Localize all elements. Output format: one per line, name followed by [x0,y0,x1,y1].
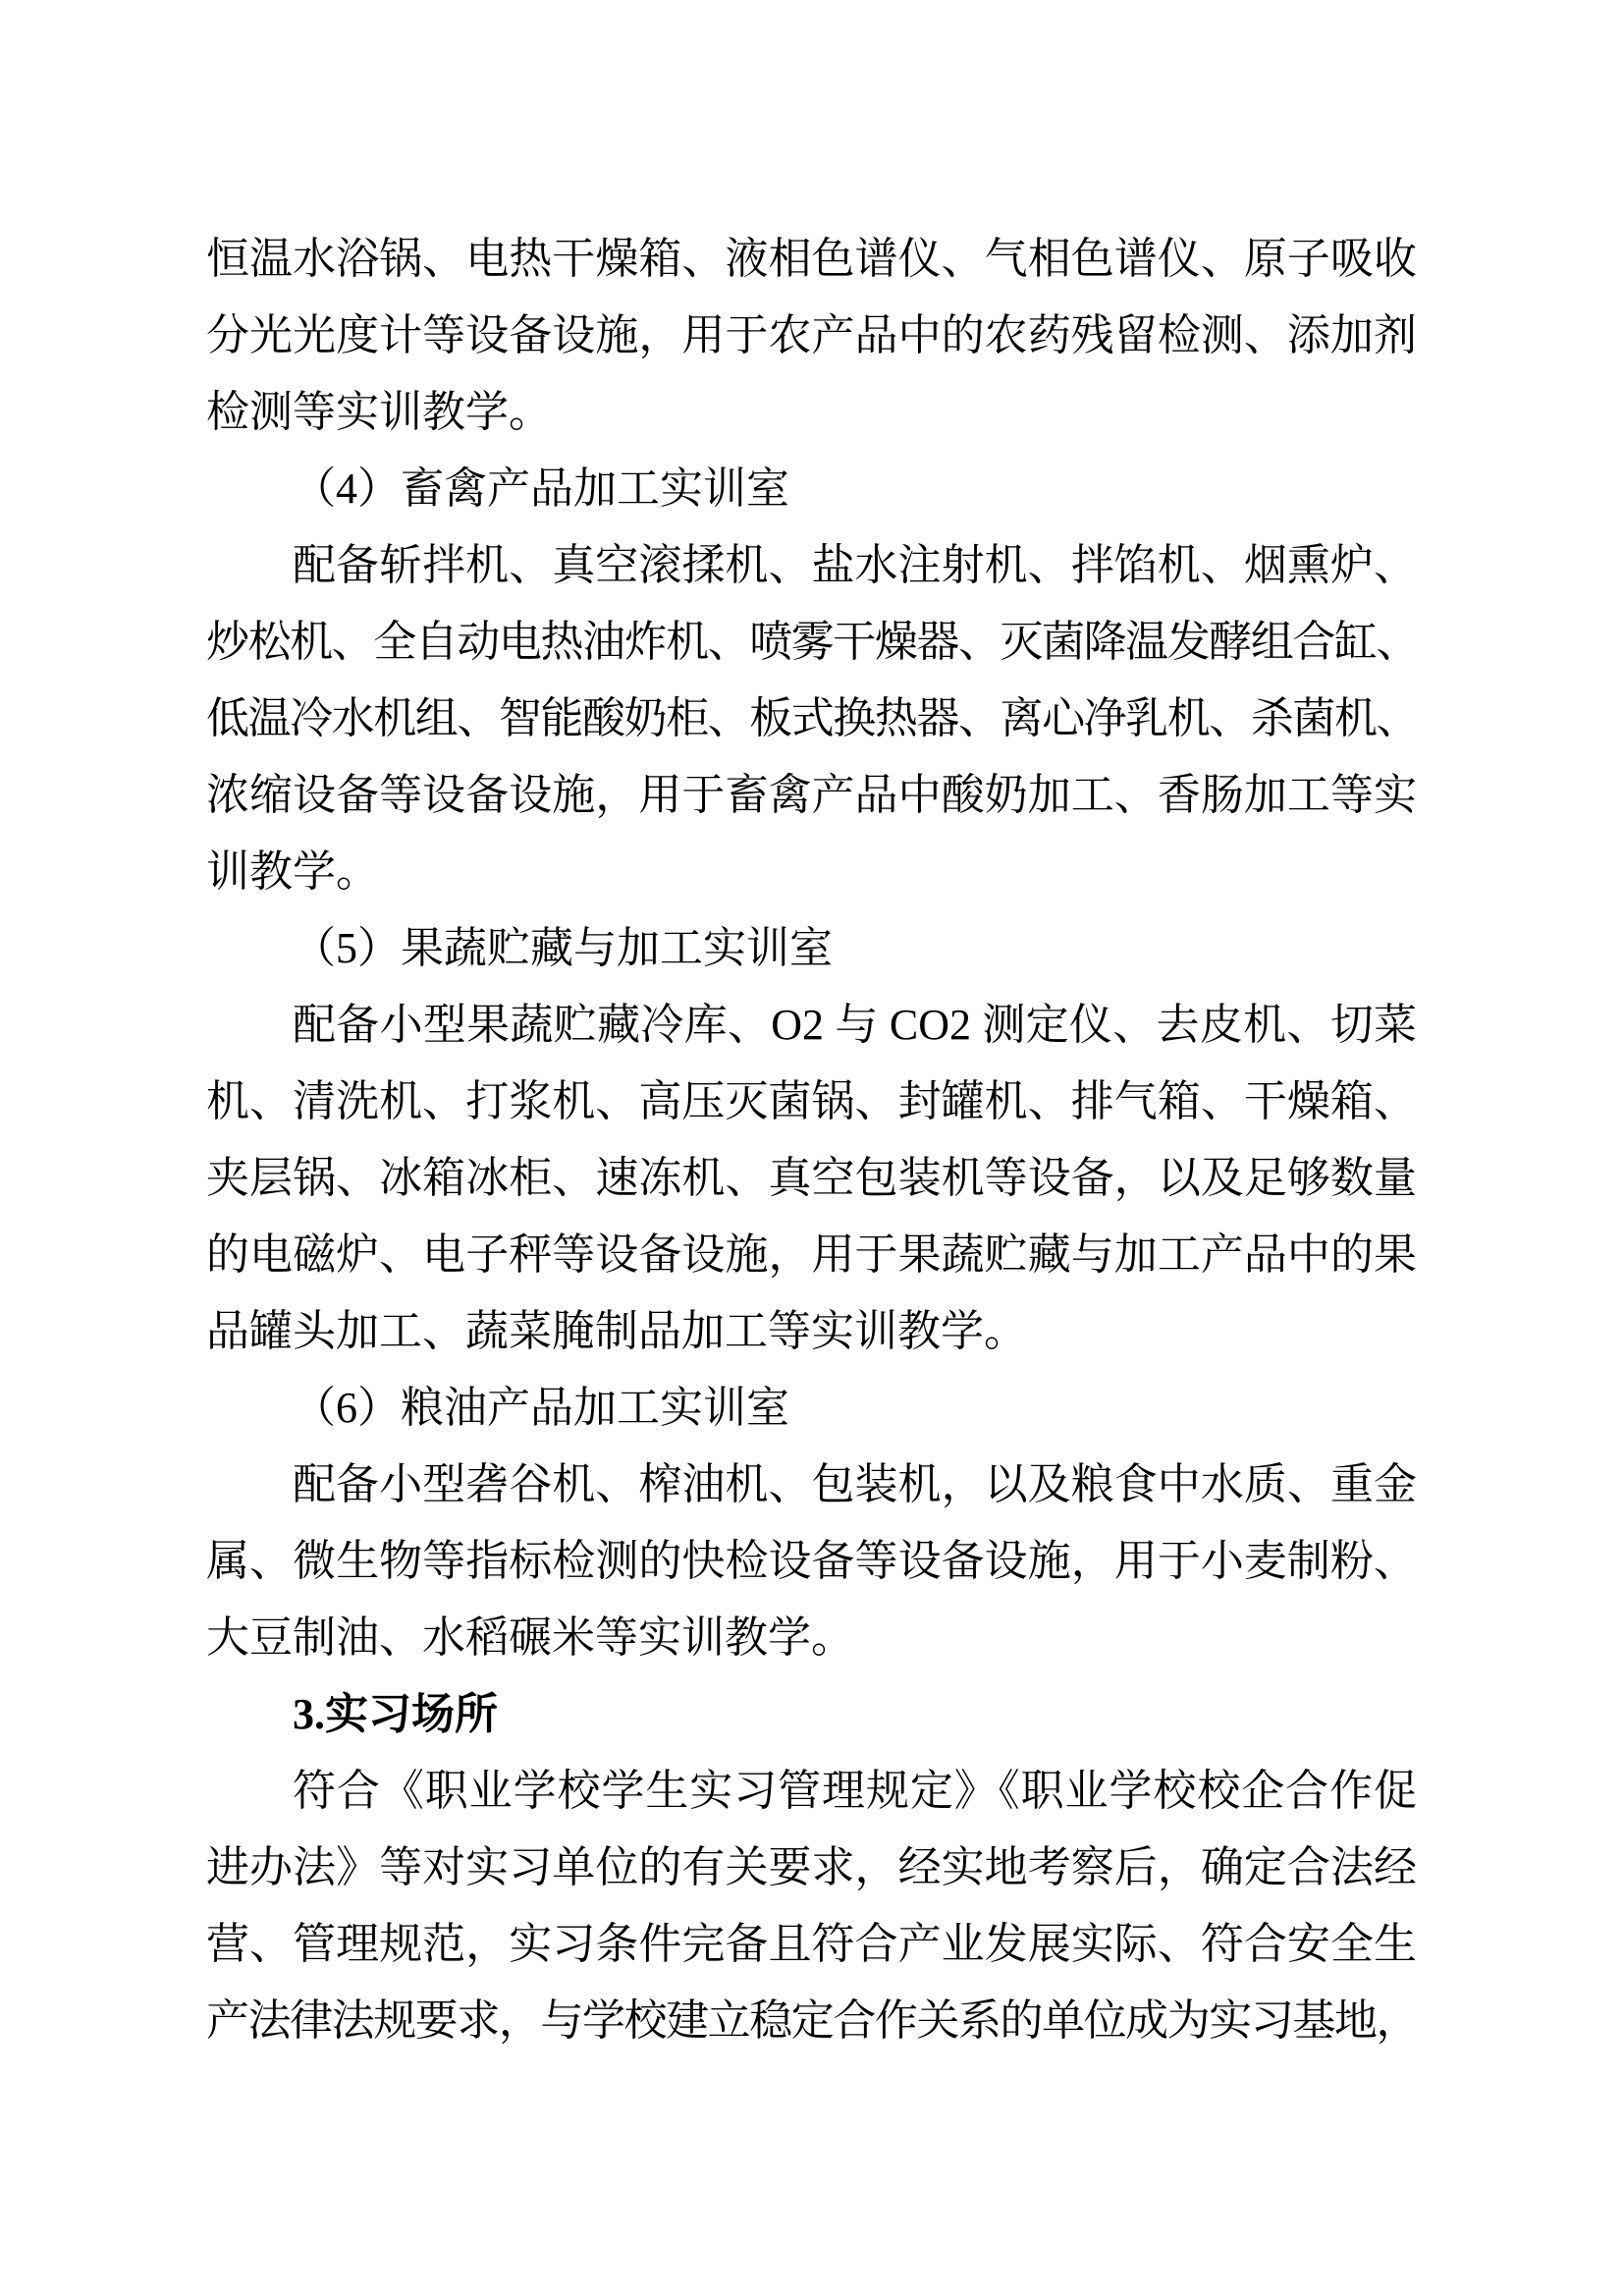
text-line: 符合《职业学校学生实习管理规定》《职业学校校企合作促 [293,1767,1417,1815]
text-line: 训教学。 [206,847,379,896]
text-line: 大豆制油、水稻碾米等实训教学。 [206,1613,854,1662]
text-line: 恒温水浴锅、电热干燥箱、液相色谱仪、气相色谱仪、原子吸收 [206,235,1417,283]
para-livestock-lab-equipment [206,527,1417,910]
text-line: 品罐头加工、蔬菜腌制品加工等实训教学。 [206,1307,1027,1355]
text-line: 浓缩设备等设备设施，用于畜禽产品中酸奶加工、香肠加工等实 [206,771,1417,819]
section-heading: 3.实习场所 [293,1690,498,1738]
text-line: 检测等实训教学。 [206,388,552,436]
text-line: 配备小型砻谷机、榨油机、包装机，以及粮食中水质、重金 [293,1460,1417,1508]
document-body [206,221,1417,2059]
text-line: 配备小型果蔬贮藏冷库、O2 与 CO2 测定仪、去皮机、切菜 [293,1001,1417,1049]
text-line: 进办法》等对实习单位的有关要求，经实地考察后，确定合法经 [206,1843,1417,1891]
para-lab-equipment-continuation [206,221,1417,451]
text-line: （5）果蔬贮藏与加工实训室 [293,924,833,972]
text-line: 夹层锅、冰箱冰柜、速冻机、真空包装机等设备，以及足够数量 [206,1154,1417,1202]
text-line: 营、管理规范，实习条件完备且符合产业发展实际、符合安全生 [206,1920,1417,1968]
text-line: 属、微生物等指标检测的快检设备等设备设施，用于小麦制粉、 [206,1537,1417,1585]
para-fruit-vegetable-lab-equipment [206,987,1417,1370]
text-line: 低温冷水机组、智能酸奶柜、板式换热器、离心净乳机、杀菌机、 [206,694,1417,742]
para-grain-oil-lab-equipment [206,1447,1417,1676]
heading-item-4-livestock-lab [206,451,1417,527]
para-practice-site-requirements [206,1753,1417,2059]
heading-3-practice-sites [206,1676,1417,1753]
text-line: 配备斩拌机、真空滚揉机、盐水注射机、拌馅机、烟熏炉、 [293,541,1417,589]
text-line: （6）粮油产品加工实训室 [293,1384,789,1432]
text-line: 炒松机、全自动电热油炸机、喷雾干燥器、灭菌降温发酵组合缸、 [206,618,1417,666]
text-line: （4）畜禽产品加工实训室 [293,465,789,513]
text-line: 机、清洗机、打浆机、高压灭菌锅、封罐机、排气箱、干燥箱、 [206,1077,1417,1125]
text-line: 的电磁炉、电子秤等设备设施，用于果蔬贮藏与加工产品中的果 [206,1230,1417,1279]
text-line: 产法律法规要求，与学校建立稳定合作关系的单位成为实习基地， [206,1996,1417,2045]
heading-item-6-grain-oil-lab [206,1370,1417,1447]
heading-item-5-fruit-vegetable-lab [206,910,1417,987]
text-line: 分光光度计等设备设施，用于农产品中的农药残留检测、添加剂 [206,311,1417,359]
